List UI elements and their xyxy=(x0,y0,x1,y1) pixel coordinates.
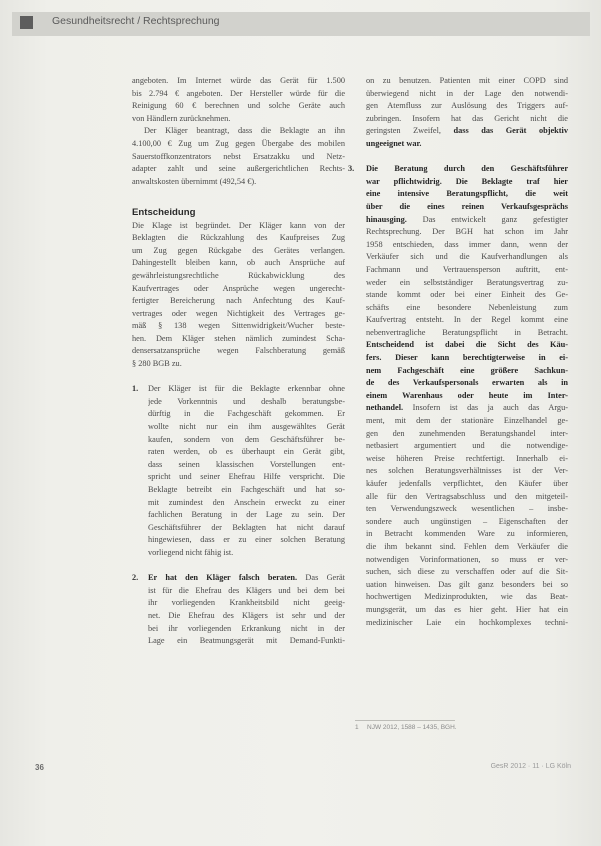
text-line xyxy=(366,125,568,138)
text-line: gen den zunehmenden Beratungshandel inter- xyxy=(366,428,568,438)
text-line: eine intensive Beratungspflicht, die weit xyxy=(366,189,568,199)
claim-paragraph xyxy=(132,125,345,188)
numbered-item-1 xyxy=(132,383,345,559)
right-text-column xyxy=(348,75,568,629)
text-line: angeboten. Im Internet würde das Gerät für 1.500 xyxy=(132,76,345,85)
text-line: netbasiert argumentiert und die notwendige- xyxy=(366,441,568,451)
text-line: Beklagte betreibt ein Fachgeschäft und hat so- xyxy=(148,485,345,494)
text-line: Lage ein Beatmungsgerät mit Demand-Funkti- xyxy=(148,636,345,646)
text-line: Rechtsprechung. Der BGH hat schon im Jahr xyxy=(366,227,568,237)
numbered-item-3 xyxy=(348,163,568,629)
text-line: dürftig in die Fachgeschäft gekommen. Er xyxy=(148,409,345,419)
text-line: vorliegend nicht fähig ist. xyxy=(148,547,234,557)
text-line: spricht und seiner Ehefrau Hilfe verspricht. Die xyxy=(148,472,345,482)
inline-text: geringsten Zweifel, xyxy=(366,126,454,136)
text-line: zubringen. Insofern hat das Gericht nicht die xyxy=(366,113,568,123)
bold-inline-text: nethandel. xyxy=(366,403,404,413)
bold-inline-text: dass das Gerät objektiv xyxy=(453,126,568,136)
running-header-title: Gesundheitsrecht / Rechtsprechung xyxy=(52,15,220,27)
text-line: Dahingestellt bleiben kann, ob auch Ansprüche auf xyxy=(132,258,345,268)
text-line: Der Kläger beantragt, dass die Beklagte an ihn xyxy=(144,126,345,136)
numbered-item-2 xyxy=(132,572,345,648)
text-line: anwaltskosten übernimmt (492,54 €). xyxy=(132,176,257,186)
text-line: überwiegend nicht in der Lage den notwendi- xyxy=(366,88,568,98)
text-line: bis 2.794 € angeboten. Der Hersteller würde für die xyxy=(132,88,345,98)
text-line: Reinigung 60 € berechnen und solche Geräte auch xyxy=(132,101,345,111)
text-line: suchen, sich diese zu verschaffen oder auf die Sit- xyxy=(366,567,568,577)
text-line: dass seinen klassischen Vorstellungen ent- xyxy=(148,459,345,469)
footnote-text: NJW 2012, 1588 – 1435, BGH. xyxy=(367,724,457,731)
text-line: um Zug gegen Rückgabe des Gerätes verlangen. xyxy=(132,245,345,255)
item-number: 3. xyxy=(348,164,355,174)
text-line: hochwertigen Medizinprodukten, wie das Beat- xyxy=(366,592,568,602)
item-number: 1. xyxy=(132,384,139,394)
item-number: 2. xyxy=(132,573,139,583)
inline-text: Das Gerät xyxy=(297,573,345,583)
text-line xyxy=(366,214,568,227)
text-line: in Betracht kommenden Ware zu informieren, xyxy=(366,529,568,539)
text-line: von Händlern zurücknehmen. xyxy=(132,113,231,123)
left-text-column xyxy=(132,75,345,648)
text-line: vertrages oder wegen Nichtigkeit des Vertrages ge- xyxy=(132,308,345,318)
footnote-number: 1 xyxy=(355,724,359,731)
text-line: de des Verkaufspersonals erwarten als in xyxy=(366,378,568,388)
text-line: weise höheren Preise rechtfertigt. Innerhalb ei- xyxy=(366,453,568,463)
text-line: Verkäufer sich und die Kaufverhandlungen als xyxy=(366,252,568,262)
text-line xyxy=(366,402,568,415)
footnote-divider xyxy=(355,720,455,721)
text-line: densersatzansprüche wegen Falschberatung gemäß xyxy=(132,346,345,356)
text-line: bei ihr vorliegenden Erkrankung nicht in der xyxy=(148,623,345,633)
text-line: nes solchen Beratungsverhältnisses ist der Ver- xyxy=(366,466,568,476)
text-line: ist für die Ehefrau des Klägers und bei dem bei xyxy=(148,585,345,595)
text-line: ungeeignet war. xyxy=(366,138,422,148)
text-line: fertigter Bereicherung nach Anfechtung des Kauf- xyxy=(132,296,345,306)
decision-paragraph xyxy=(132,220,345,371)
text-line: Beklagten die Rückzahlung des Kaufpreises Zug xyxy=(132,233,345,243)
text-line: stande kommt oder bei einer Einheit des Ge- xyxy=(366,290,568,300)
text-line: Kaufvertrag entsteht. In der Regel kommt eine xyxy=(366,315,568,325)
text-line xyxy=(148,572,345,585)
continuation-paragraph xyxy=(366,75,568,151)
inline-text: Insofern ist das ja auch das Argu- xyxy=(403,403,568,413)
text-line: gen Atemfluss zur Auslösung des Triggers auf- xyxy=(366,101,568,111)
text-line: fachlichen Beratung in der Lage zu sein. Der xyxy=(148,510,345,520)
text-line: Sauerstoffkonzentrators nebst Ersatzakku und Netz- xyxy=(132,151,345,161)
text-line: ten Verwendungszweck wesentlichen – insbe- xyxy=(366,504,568,514)
text-line: mäß § 138 wegen Sittenwidrigkeit/Wucher beste- xyxy=(132,321,345,331)
text-line: käufer jedenfalls verpflichtet, den Käufer über xyxy=(366,479,568,488)
text-line: Die Beratung durch den Geschäftsführer xyxy=(366,164,568,174)
text-line: wollte nicht nur ein ihm ausgewähltes Gerät xyxy=(148,422,345,432)
text-line: Geschäftsführer der Beklagten hat nicht darauf xyxy=(148,522,345,532)
header-marker-square xyxy=(20,16,33,29)
text-line: Die Klage ist begründet. Der Kläger kann von der xyxy=(132,220,345,230)
text-line: hingewiesen, dass er zu einer solchen Beratung xyxy=(148,535,345,545)
text-line: nem Fachgeschäft eine größere Sachkun- xyxy=(366,365,568,375)
text-line: § 280 BGB zu. xyxy=(132,359,182,369)
text-line: alle für den Vertragsabschluss und den mitgeteil- xyxy=(366,491,568,501)
inline-text: Das entwickelt ganz gefestigter xyxy=(406,214,568,224)
text-line: 4.100,00 € Zug um Zug gegen Übergabe des mobilen xyxy=(132,138,345,148)
text-line: jede Vorkenntnis und deshalb beratungsbe- xyxy=(148,396,345,406)
text-line: einem Warenhaus oder heute im Inter- xyxy=(366,390,568,400)
text-line: Der Kläger ist für die Beklagte erkennbar ohne xyxy=(148,384,345,394)
text-line: notwendigen Vorinformationen, so muss er ver- xyxy=(366,554,568,564)
text-line: fers. Dieser kann berechtigterweise in ei- xyxy=(366,353,568,363)
bold-inline-text: hinausging. xyxy=(366,214,407,224)
text-line: über die eines reinen Verkaufsgesprächs xyxy=(366,201,568,211)
section-heading-decision: Entscheidung xyxy=(132,206,196,218)
footnote xyxy=(355,724,457,731)
text-line: die ihm bekannt sind. Fehlen dem Verkäufer die xyxy=(366,541,568,551)
text-line: Fachmann und Vertrauensperson auftritt, ent- xyxy=(366,264,568,274)
text-line: net. Die Ehefrau des Klägers ist sehr und der xyxy=(148,610,345,620)
text-line: gewährleistungsrechtliche Rückabwicklung des xyxy=(132,270,345,280)
journal-reference: GesR 2012 · 11 · LG Köln xyxy=(490,763,571,770)
text-line: uation hinweisen. Das gilt ganz besonders bei so xyxy=(366,579,568,589)
text-line: mit zumindest den Anschein erweckt zu einer xyxy=(148,497,345,507)
page-number: 36 xyxy=(35,763,44,772)
text-line: 1958 entschieden, dass immer dann, wenn der xyxy=(366,239,568,249)
text-line: weder ein selbstständiger Beratungsvertrag zu- xyxy=(366,277,568,287)
text-line: nebenvertragliche Beratungspflicht in Betracht. xyxy=(366,327,568,337)
text-line: ihr vorliegenden Krankheitsbild nicht geeig- xyxy=(148,598,345,608)
bold-lead-text: Er hat den Kläger falsch beraten. xyxy=(148,573,298,583)
text-line: kaufen, sondern von dem Geschäftsführer be- xyxy=(148,434,345,444)
text-line: sondere auch ungünstigen – Eigenschaften der xyxy=(366,516,568,526)
text-line: medizinischer Laie ein hochkomplexes techni- xyxy=(366,617,568,627)
text-line: Kaufvertrages oder Ansprüche wegen ungerecht- xyxy=(132,283,345,293)
text-line: mungsgerät, um das es hier geht. Hier hat ein xyxy=(366,604,568,614)
text-line: hen. Dem Kläger stehen nämlich zumindest Scha- xyxy=(132,333,345,343)
text-line: Entscheidend ist dabei die Sicht des Käu- xyxy=(366,340,568,350)
text-line: ment, mit dem der stationäre Einzelhandel ge- xyxy=(366,416,568,426)
text-line: schäfts eine besondere Nebenleistung zum xyxy=(366,302,568,312)
text-line: raten werden, ob es überhaupt ein Gerät gibt, xyxy=(148,447,345,457)
text-line: adapter zahlt und seine außergerichtlichen Rechts- xyxy=(132,164,345,174)
text-line: on zu benutzen. Patienten mit einer COPD sind xyxy=(366,76,568,85)
intro-paragraph xyxy=(132,75,345,125)
text-line: war pflichtwidrig. Die Beklagte traf hier xyxy=(366,176,568,186)
